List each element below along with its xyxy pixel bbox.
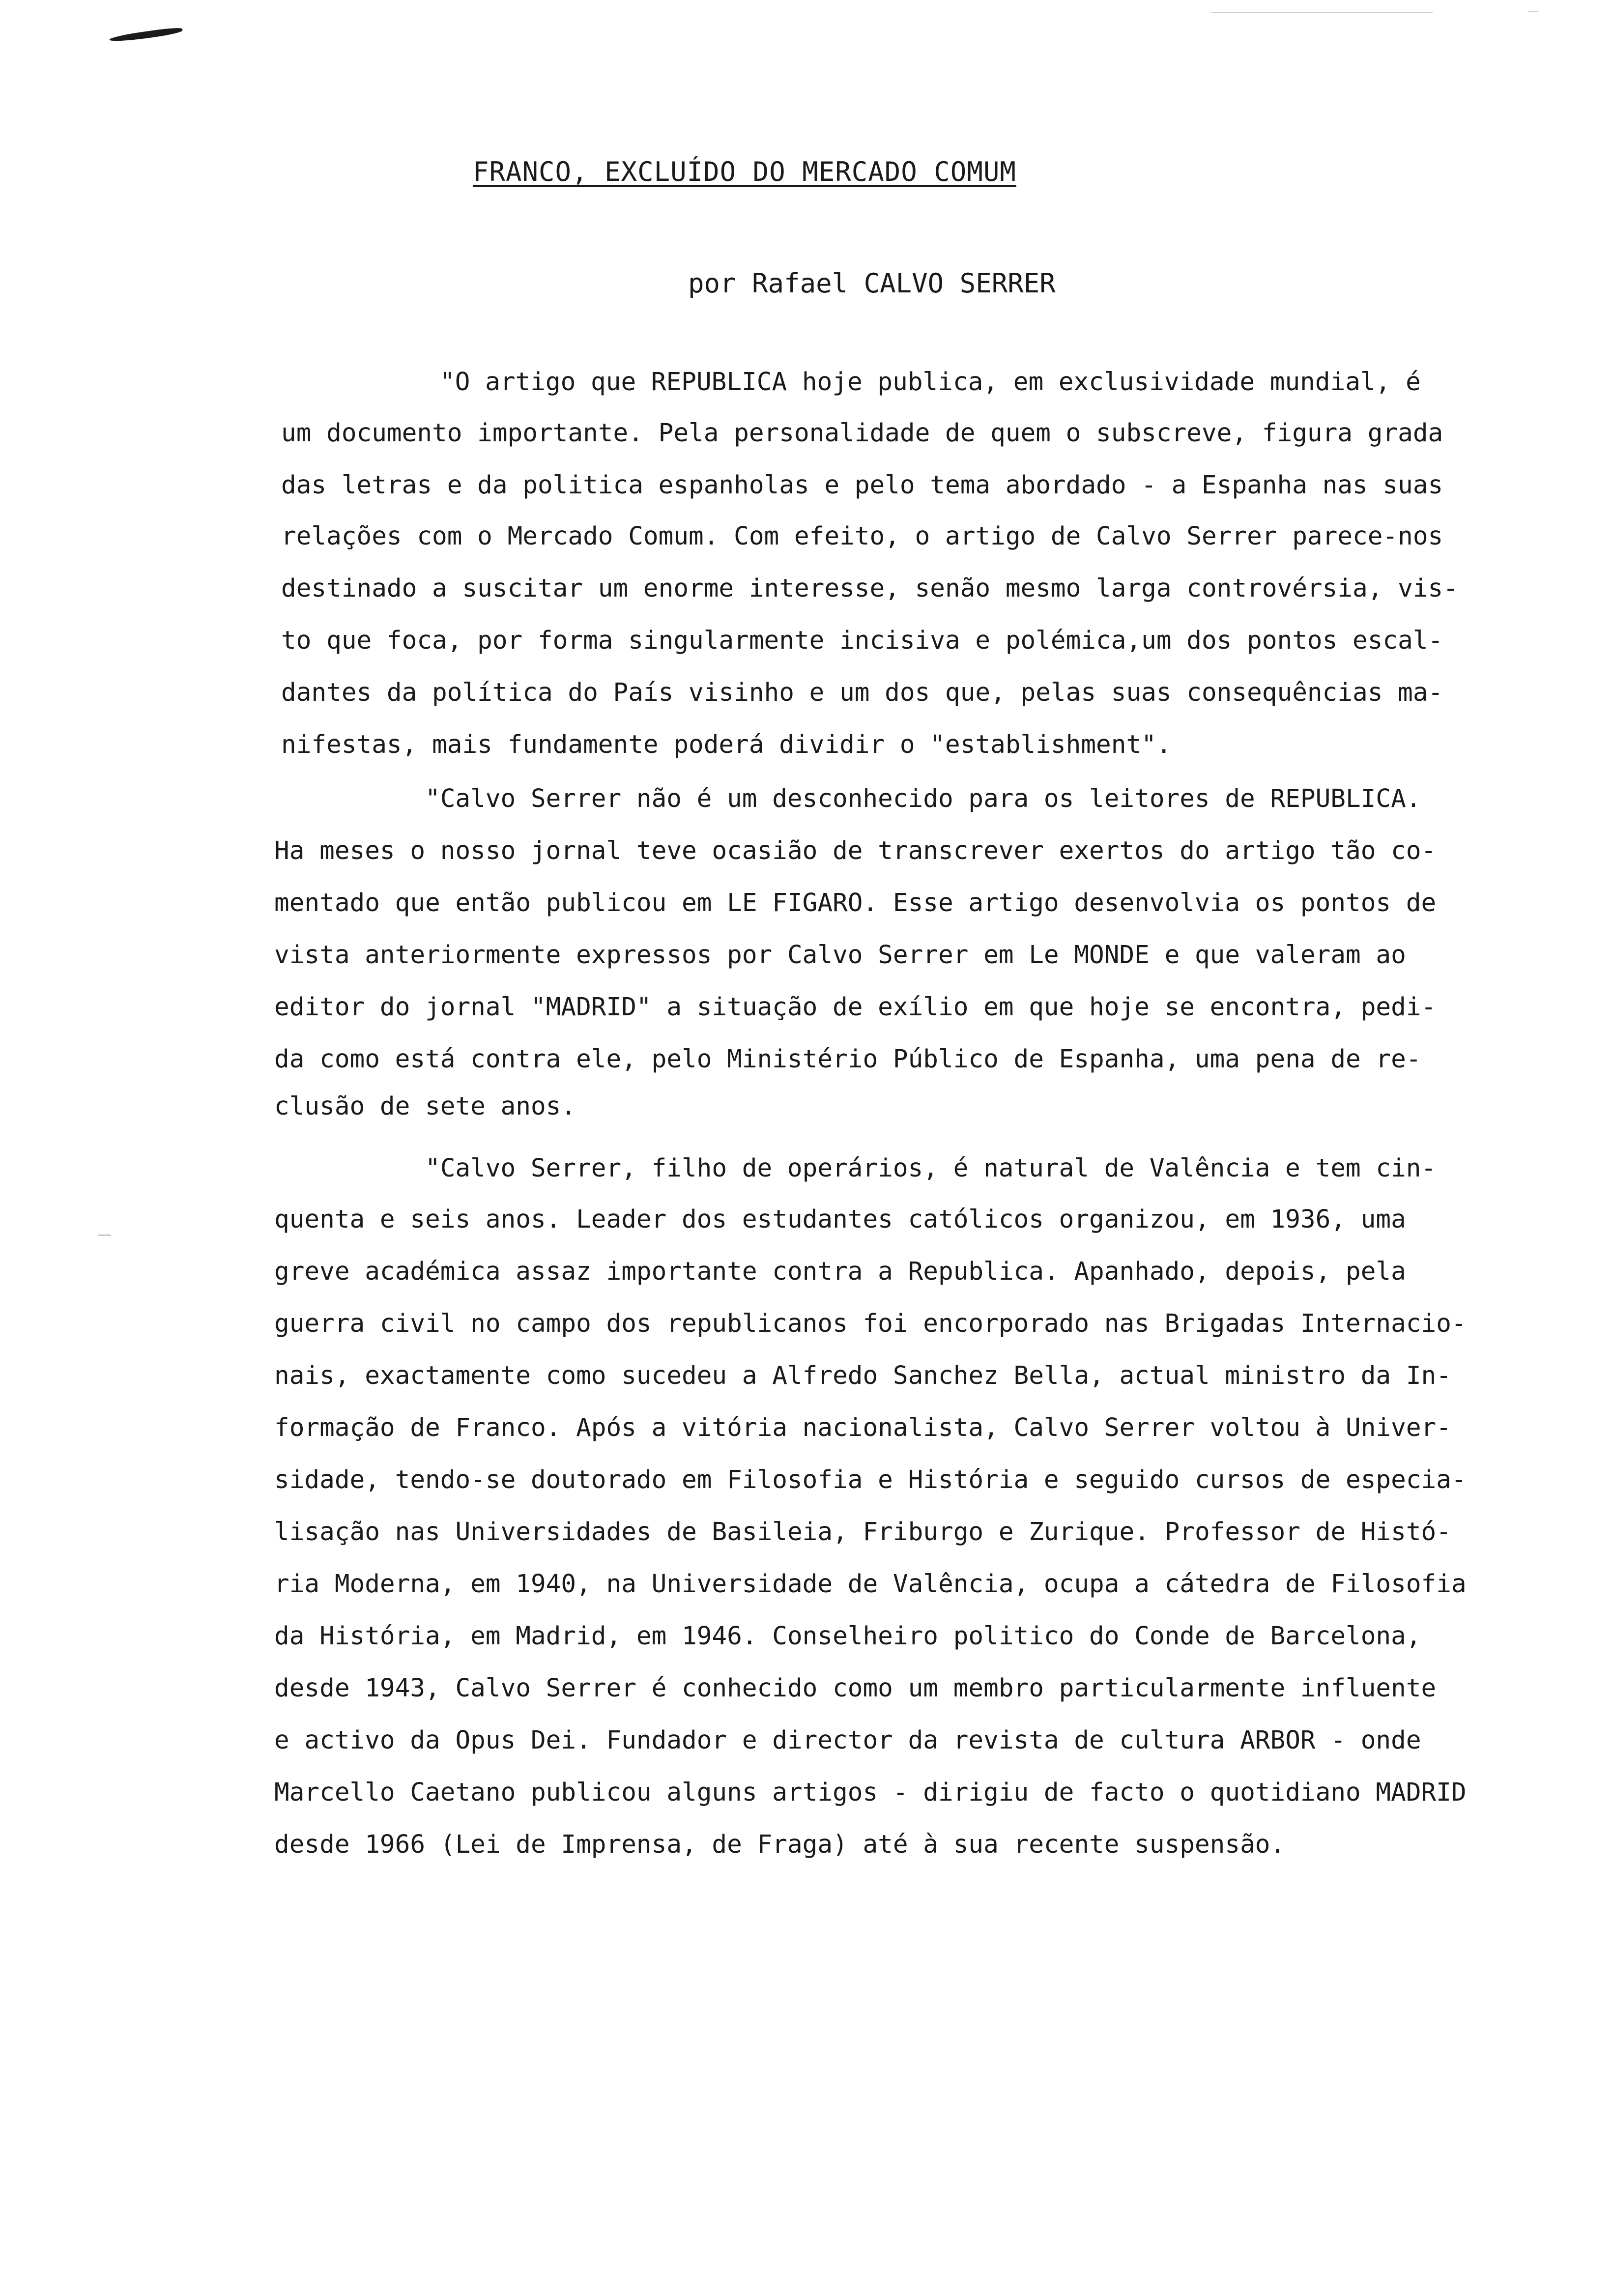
body-line: greve académica assaz importante contra a Republica. Apanhado, depois, pela <box>274 1257 1406 1286</box>
body-line: e activo da Opus Dei. Fundador e director da revista de cultura ARBOR - onde <box>274 1726 1421 1755</box>
body-line: "O artigo que REPUBLICA hoje publica, em exclusividade mundial, é <box>440 368 1421 397</box>
scan-margin-mark <box>98 1234 111 1236</box>
body-line: Ha meses o nosso jornal teve ocasião de transcrever exertos do artigo tão co- <box>274 836 1437 865</box>
scan-edge-line-small <box>1528 11 1538 12</box>
body-line: ria Moderna, em 1940, na Universidade de Valência, ocupa a cátedra de Filosofia <box>274 1570 1467 1599</box>
body-line: lisação nas Universidades de Basileia, Friburgo e Zurique. Professor de Histó- <box>274 1518 1451 1547</box>
body-line: sidade, tendo-se doutorado em Filosofia e História e seguido cursos de especia- <box>274 1465 1467 1494</box>
body-line: guerra civil no campo dos republicanos foi encorporado nas Brigadas Internacio- <box>274 1309 1467 1338</box>
body-line: desde 1966 (Lei de Imprensa, de Fraga) até à sua recente suspensão. <box>274 1830 1286 1859</box>
body-line: um documento importante. Pela personalidade de quem o subscreve, figura grada <box>281 419 1443 448</box>
body-line: nais, exactamente como sucedeu a Alfredo Sanchez Bella, actual ministro da In- <box>274 1361 1451 1390</box>
body-line: "Calvo Serrer não é um desconhecido para os leitores de REPUBLICA. <box>425 784 1421 813</box>
body-line: desde 1943, Calvo Serrer é conhecido como um membro particularmente influente <box>274 1674 1437 1703</box>
body-line: vista anteriormente expressos por Calvo Serrer em Le MONDE e que valeram ao <box>274 941 1406 970</box>
body-line: nifestas, mais fundamente poderá dividir o "establishment". <box>281 730 1172 759</box>
body-line: "Calvo Serrer, filho de operários, é natural de Valência e tem cin- <box>425 1154 1437 1183</box>
scan-edge-line <box>1211 12 1433 13</box>
article-title: FRANCO, EXCLUÍDO DO MERCADO COMUM <box>473 156 1016 187</box>
body-line: da História, em Madrid, em 1946. Conselheiro politico do Conde de Barcelona, <box>274 1622 1421 1651</box>
article-byline: por Rafael CALVO SERRER <box>688 268 1056 299</box>
body-line: da como está contra ele, pelo Ministério Público de Espanha, uma pena de re- <box>274 1045 1421 1074</box>
body-line: clusão de sete anos. <box>274 1092 576 1121</box>
body-line: das letras e da politica espanholas e pelo tema abordado - a Espanha nas suas <box>281 471 1443 500</box>
body-line: destinado a suscitar um enorme interesse, senão mesmo larga controvérsia, vis- <box>281 574 1458 603</box>
scan-ink-mark <box>109 27 183 44</box>
body-line: editor do jornal "MADRID" a situação de exílio em que hoje se encontra, pedi- <box>274 993 1437 1022</box>
body-line: Marcello Caetano publicou alguns artigos - dirigiu de facto o quotidiano MADRID <box>274 1778 1467 1807</box>
body-line: quenta e seis anos. Leader dos estudantes católicos organizou, em 1936, uma <box>274 1205 1406 1234</box>
body-line: dantes da política do País visinho e um dos que, pelas suas consequências ma- <box>281 678 1443 707</box>
body-line: to que foca, por forma singularmente incisiva e polémica,um dos pontos escal- <box>281 626 1443 655</box>
body-line: mentado que então publicou em LE FIGARO. Esse artigo desenvolvia os pontos de <box>274 889 1437 918</box>
body-line: relações com o Mercado Comum. Com efeito, o artigo de Calvo Serrer parece-nos <box>281 522 1443 551</box>
body-line: formação de Franco. Após a vitória nacionalista, Calvo Serrer voltou à Univer- <box>274 1413 1451 1442</box>
